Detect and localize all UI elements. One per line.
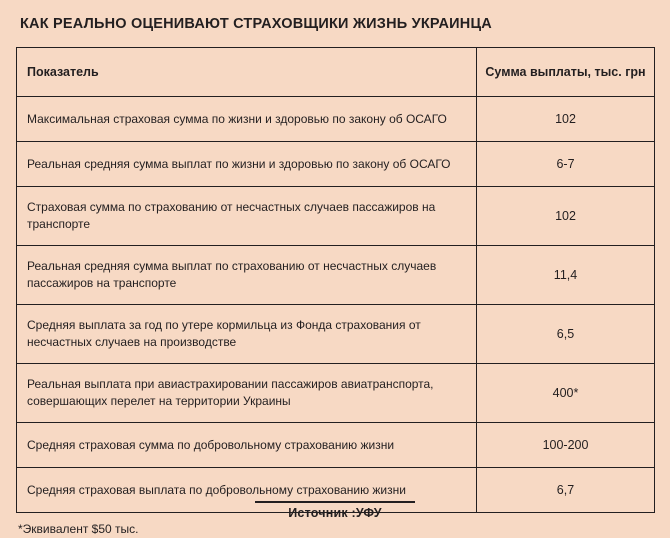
page-title: КАК РЕАЛЬНО ОЦЕНИВАЮТ СТРАХОВЩИКИ ЖИЗНЬ УКРАИНЦА — [20, 16, 492, 32]
table-header-row — [17, 48, 655, 97]
insurance-payouts-table — [16, 47, 655, 513]
table-row — [17, 423, 655, 468]
cell-indicator: Средняя выплата за год по утере кормильца из Фонда страхования от несчастных случаев на производстве — [17, 305, 477, 364]
column-header-amount: Сумма выплаты, тыс. грн — [477, 48, 655, 97]
source-label: Источник :УФУ — [288, 506, 382, 520]
cell-indicator: Реальная средняя сумма выплат по страхованию от несчастных случаев пассажиров на транспорте — [17, 246, 477, 305]
cell-amount: 11,4 — [477, 246, 655, 305]
cell-indicator: Реальная выплата при авиастрахировании пассажиров авиатранспорта, совершающих перелет на территории Украины — [17, 364, 477, 423]
table-row — [17, 305, 655, 364]
table-row — [17, 364, 655, 423]
cell-indicator: Средняя страховая выплата по добровольному страхованию жизни — [17, 468, 477, 513]
source-divider — [255, 501, 415, 503]
table-row — [17, 142, 655, 187]
cell-amount: 102 — [477, 97, 655, 142]
cell-indicator: Средняя страховая сумма по добровольному страхованию жизни — [17, 423, 477, 468]
column-header-indicator: Показатель — [17, 48, 477, 97]
table-row — [17, 246, 655, 305]
cell-amount: 400* — [477, 364, 655, 423]
cell-indicator: Максимальная страховая сумма по жизни и здоровью по закону об ОСАГО — [17, 97, 477, 142]
table-row — [17, 187, 655, 246]
cell-amount: 102 — [477, 187, 655, 246]
footnote: *Эквивалент $50 тыс. — [18, 522, 139, 537]
cell-indicator: Страховая сумма по страхованию от несчастных случаев пассажиров на транспорте — [17, 187, 477, 246]
source-block — [0, 501, 670, 520]
cell-amount: 100-200 — [477, 423, 655, 468]
cell-indicator: Реальная средняя сумма выплат по жизни и здоровью по закону об ОСАГО — [17, 142, 477, 187]
cell-amount: 6-7 — [477, 142, 655, 187]
table-row — [17, 97, 655, 142]
cell-amount: 6,7 — [477, 468, 655, 513]
cell-amount: 6,5 — [477, 305, 655, 364]
